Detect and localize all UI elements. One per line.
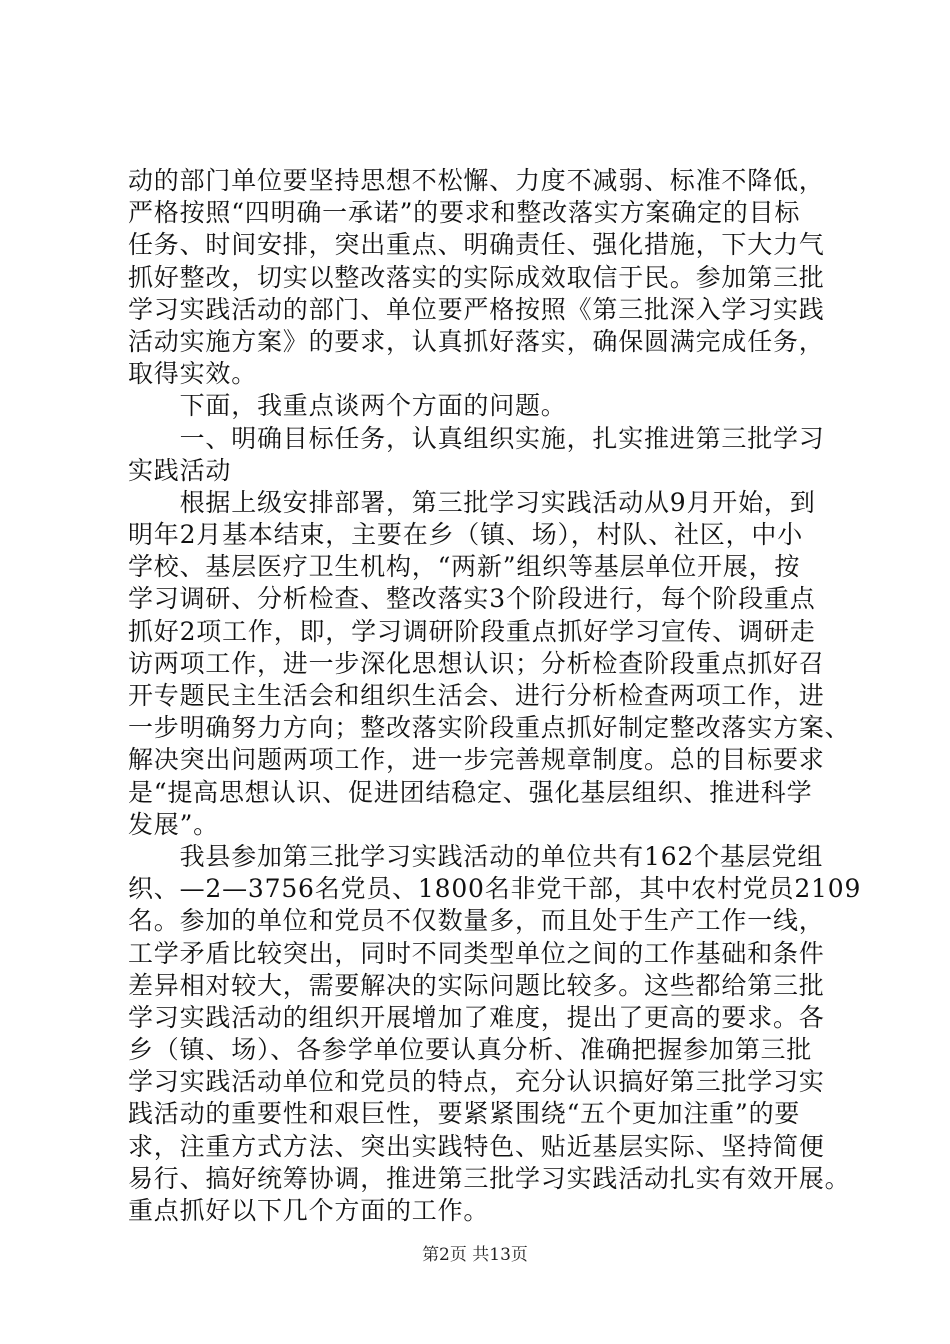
text-line: 活动实施方案》的要求，认真抓好落实，确保圆满完成任务， xyxy=(128,326,825,356)
text-line: 名。参加的单位和党员不仅数量多，而且处于生产工作一线， xyxy=(128,906,825,936)
text-line: 根据上级安排部署，第三批学习实践活动从9月开始，到 xyxy=(128,487,816,517)
text-line: 一步明确努力方向；整改落实阶段重点抓好制定整改落实方案、 xyxy=(128,713,851,743)
text-line: 开专题民主生活会和组织生活会、进行分析检查两项工作，进 xyxy=(128,681,825,710)
document-body xyxy=(128,165,862,1227)
text-line: 易行、搞好统筹协调，推进第三批学习实践活动扎实有效开展。 xyxy=(128,1163,851,1193)
text-line: 重点抓好以下几个方面的工作。 xyxy=(128,1196,490,1225)
text-line: 学习实践活动单位和党员的特点，充分认识搞好第三批学习实 xyxy=(128,1067,825,1097)
text-line: 明年2月基本结束，主要在乡（镇、场），村队、社区，中小 xyxy=(128,520,804,550)
text-line: 解决突出问题两项工作，进一步完善规章制度。总的目标要求 xyxy=(128,745,825,775)
text-line: 取得实效。 xyxy=(128,359,258,389)
text-line: 访两项工作，进一步深化思想认识；分析检查阶段重点抓好召 xyxy=(128,648,825,678)
text-line: 乡（镇、场）、各参学单位要认真分析、准确把握参加第三批 xyxy=(128,1035,813,1065)
text-line: 任务、时间安排，突出重点、明确责任、强化措施，下大力气 xyxy=(128,230,825,260)
text-line: 织、—2—3756名党员、1800名非党干部，其中农村党员2109 xyxy=(128,874,862,904)
text-line: 工学矛盾比较突出，同时不同类型单位之间的工作基础和条件 xyxy=(128,938,825,968)
text-line: 动的部门单位要坚持思想不松懈、力度不减弱、标准不降低， xyxy=(128,166,825,195)
text-line: 我县参加第三批学习实践活动的单位共有162个基层党组 xyxy=(128,841,824,871)
text-line: 下面，我重点谈两个方面的问题。 xyxy=(128,391,567,421)
text-line: 学习实践活动的部门、单位要严格按照《第三批深入学习实践 xyxy=(128,294,825,324)
text-line: 严格按照“四明确一承诺”的要求和整改落实方案确定的目标 xyxy=(128,198,801,228)
text-line: 抓好整改，切实以整改落实的实际成效取信于民。参加第三批 xyxy=(128,262,825,292)
text-line: 学习调研、分析检查、整改落实3个阶段进行，每个阶段重点 xyxy=(128,584,816,614)
text-line: 是“提高思想认识、促进团结稳定、强化基层组织、推进科学 xyxy=(128,777,813,807)
text-line: 实践活动 xyxy=(128,455,232,485)
text-line: 践活动的重要性和艰巨性，要紧紧围绕“五个更加注重”的要 xyxy=(128,1099,801,1129)
text-line: 求，注重方式方法、突出实践特色、贴近基层实际、坚持简便 xyxy=(128,1131,825,1161)
text-line: 学校、基层医疗卫生机构，“两新”组织等基层单位开展，按 xyxy=(128,552,801,582)
text-line: 一、明确目标任务，认真组织实施，扎实推进第三批学习 xyxy=(128,423,825,453)
text-line: 差异相对较大，需要解决的实际问题比较多。这些都给第三批 xyxy=(128,970,825,1000)
page-footer: 第2页 共13页 xyxy=(422,1245,528,1265)
text-line: 发展”。 xyxy=(128,809,219,839)
text-line: 抓好2项工作，即，学习调研阶段重点抓好学习宣传、调研走 xyxy=(128,616,816,646)
text-line: 学习实践活动的组织开展增加了难度，提出了更高的要求。各 xyxy=(128,1002,825,1032)
